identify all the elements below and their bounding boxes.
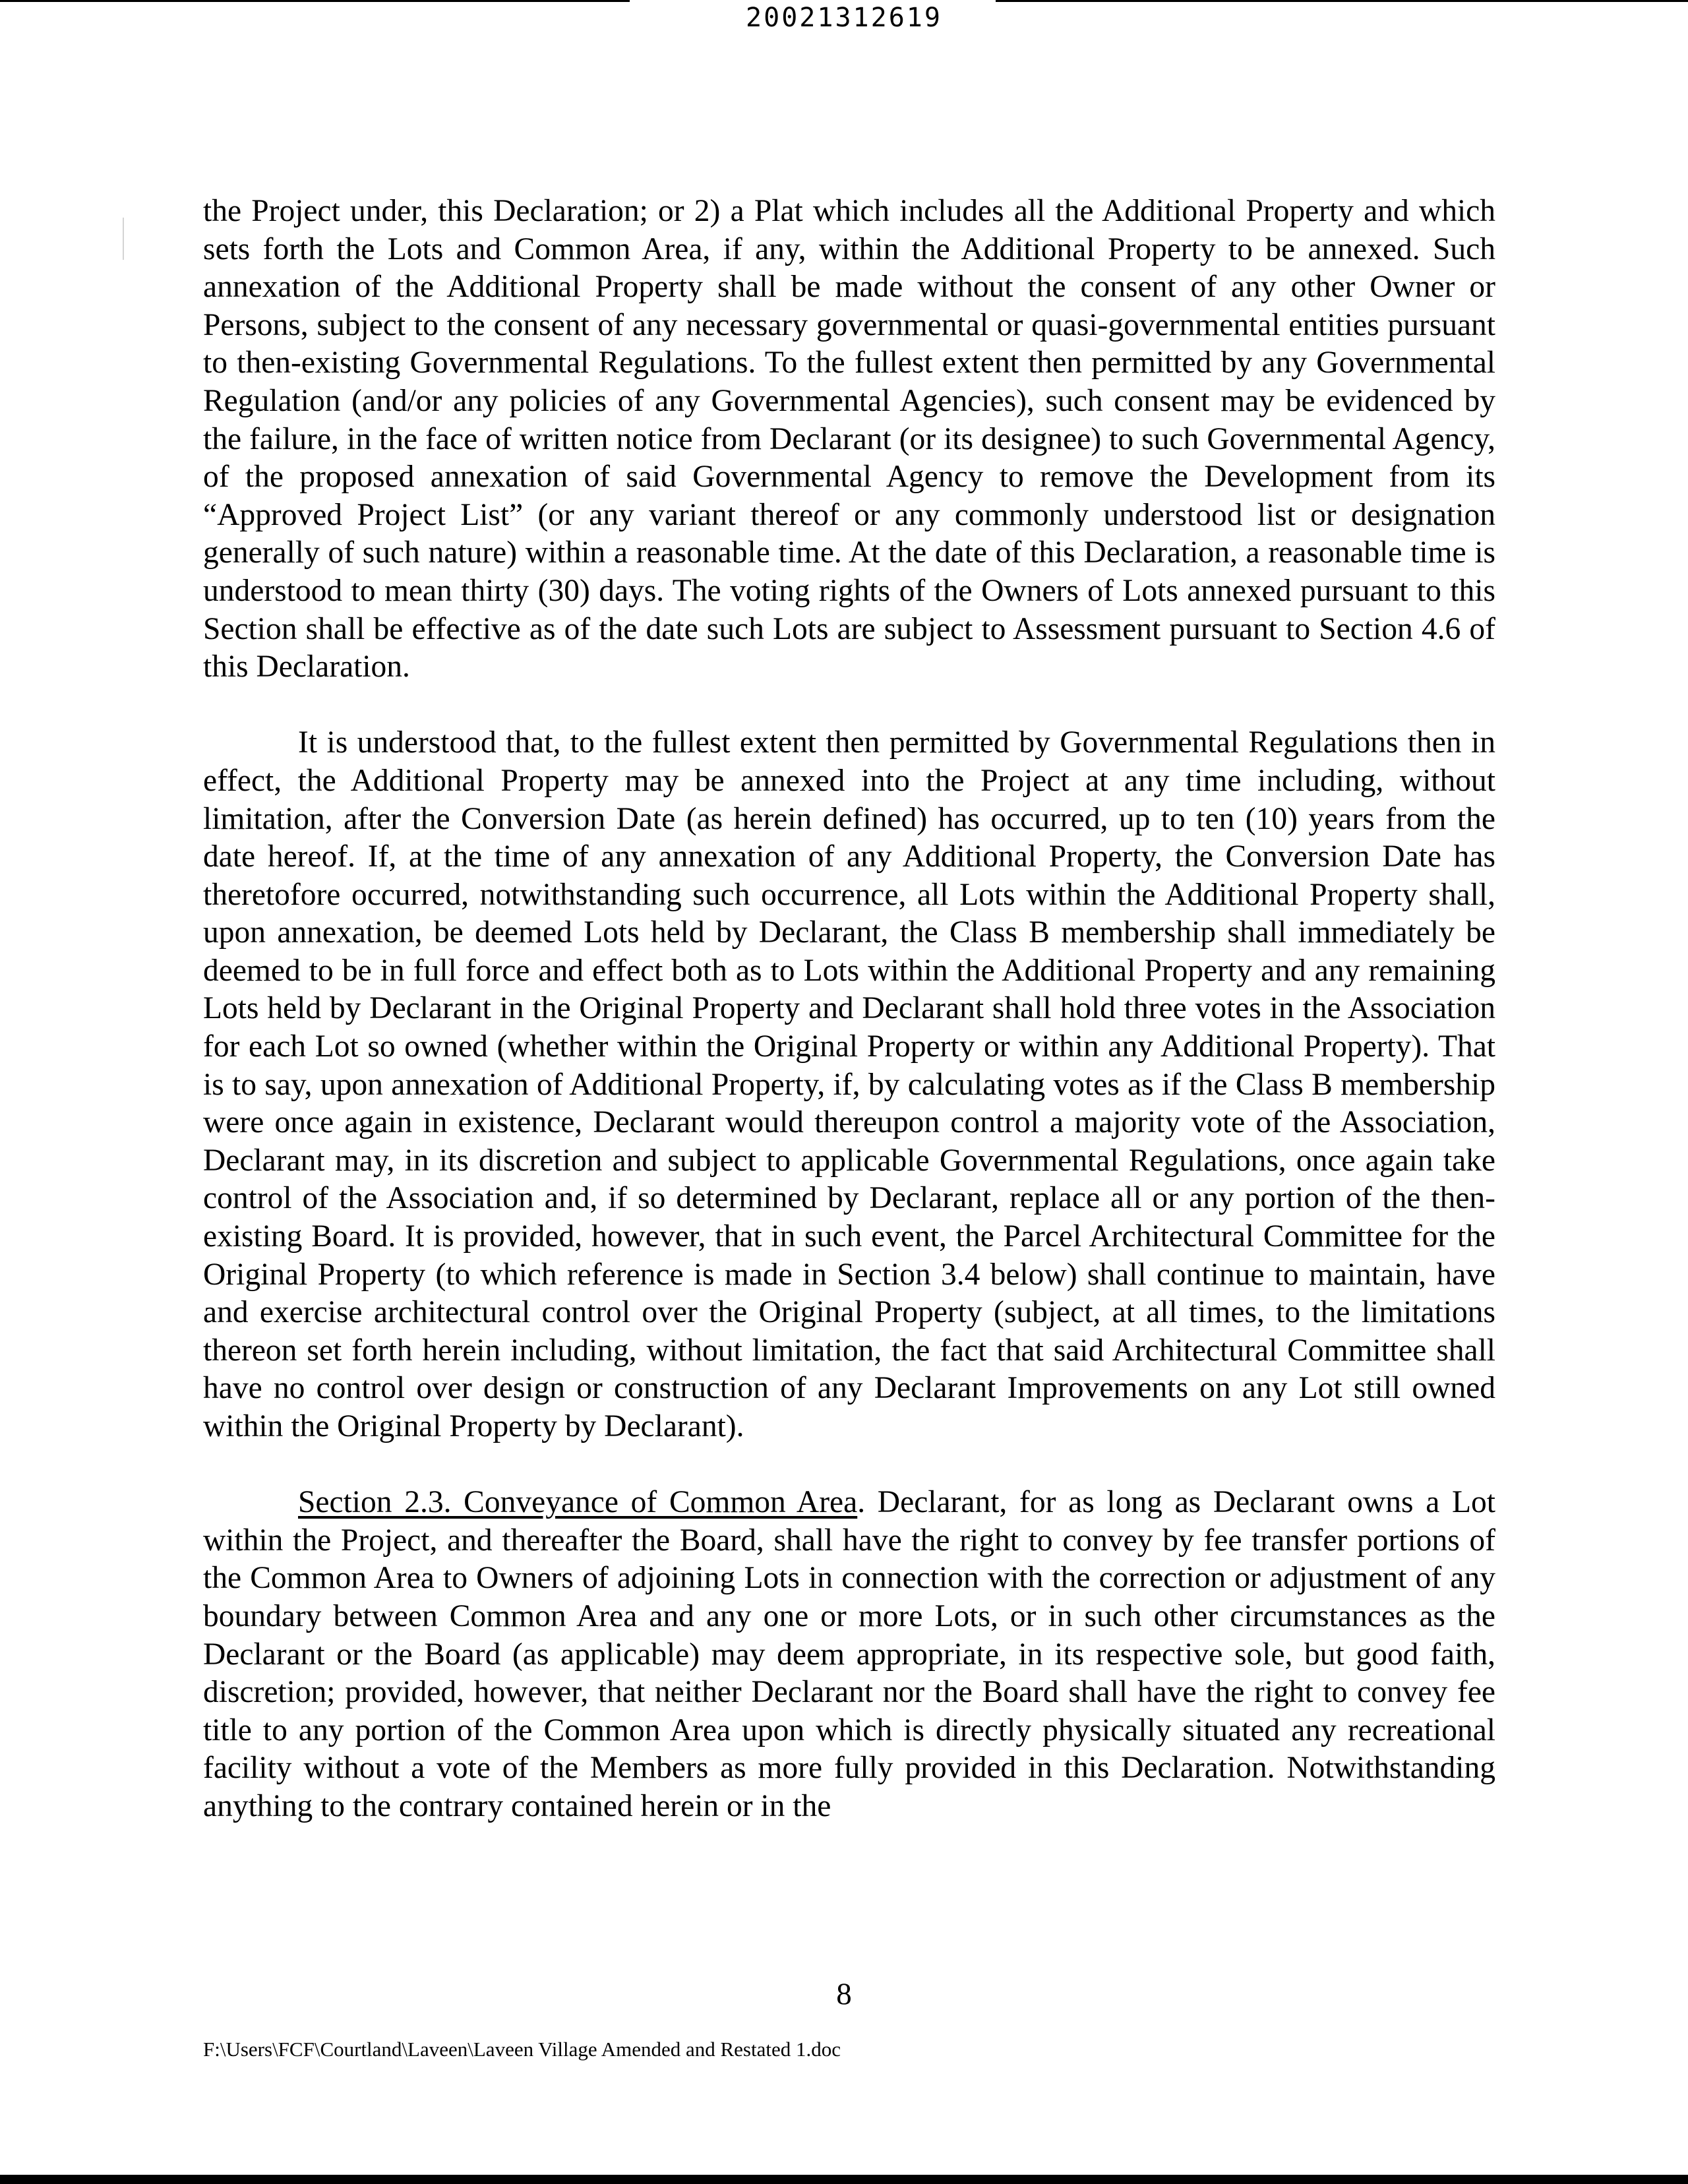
document-body <box>203 193 1495 1826</box>
paragraph-spacer <box>203 1446 1495 1484</box>
section-2-3-text: Declarant, for as long as Declarant owns a Lot within the Project, and thereafter the Board, shall have the right to convey by fee transfer portions of the Common Area to Owners of adjoining Lots in connection with the correction or adjustment of any boundary between Common Area and any one or more Lots, or in such other circumstances as the Declarant or the Board (as applicable) may deem appropriate, in its respective sole, but good faith, discretion; provided, however, that neither Declarant nor the Board shall have the right to convey fee title to any portion of the Common Area upon which is directly physically situated any recreational facility without a vote of the Members as more fully provided in this Declaration. Notwithstanding anything to the contrary contained herein or in the <box>203 1485 1495 1823</box>
section-2-3-heading: Section 2.3. Conveyance of Common Area <box>298 1485 858 1520</box>
bottom-border <box>0 2175 1688 2184</box>
section-2-3-paragraph <box>203 1484 1495 1825</box>
paragraph-spacer <box>203 686 1495 725</box>
file-path: F:\Users\FCF\Courtland\Laveen\Laveen Village Amended and Restated 1.doc <box>203 2038 841 2061</box>
page-number: 8 <box>836 1977 852 2011</box>
paragraph-additional-property: It is understood that, to the fullest extent then permitted by Governmental Regulations then in effect, the Additional Property may be annexed into the Project at any time including, without limitation, after the Conversion Date (as herein defined) has occurred, up to ten (10) years from the date hereof. If, at the time of any annexation of any Additional Property, the Conversion Date has theretofore occurred, notwithstanding such occurrence, all Lots within the Additional Property shall, upon annexation, be deemed Lots held by Declarant, the Class B membership shall immediately be deemed to be in full force and effect both as to Lots within the Additional Property and any remaining Lots held by Declarant in the Original Property and Declarant shall hold three votes in the Association for each Lot so owned (whether within the Original Property or within any Additional Property). That is to say, upon annexation of Additional Property, if, by calculating votes as if the Class B membership were once again in existence, Declarant would thereupon control a majority vote of the Association, Declarant may, in its discretion and subject to applicable Governmental Regulations, once again take control of the Association and, if so determined by Declarant, replace all or any portion of the then-existing Board. It is provided, however, that in such event, the Parcel Architectural Committee for the Original Property (to which reference is made in Section 3.4 below) shall continue to maintain, have and exercise architectural control over the Original Property (subject, at all times, to the limitations thereon set forth herein including, without limitation, the fact that said Architectural Committee shall have no control over design or construction of any Declarant Improvements on any Lot still owned within the Original Property by Declarant). <box>203 725 1495 1443</box>
document-number: 20021312619 <box>746 3 942 33</box>
section-2-3-heading-period: . <box>857 1485 866 1520</box>
scan-artifact-mark <box>123 218 124 260</box>
paragraph-annexation: the Project under, this Declaration; or 2) a Plat which includes all the Additional Property and which sets forth the Lots and Common Area, if any, within the Additional Property to be annexed. Such annexation of the Additional Property shall be made without the consent of any other Owner or Persons, subject to the consent of any necessary governmental or quasi-governmental entities pursuant to then-existing Governmental Regulations. To the fullest extent then permitted by any Governmental Regulation (and/or any policies of any Governmental Agencies), such consent may be evidenced by the failure, in the face of written notice from Declarant (or its designee) to such Governmental Agency, of the proposed annexation of said Governmental Agency to remove the Development from its “Approved Project List” (or any variant thereof or any commonly understood list or designation generally of such nature) within a reasonable time. At the date of this Declaration, a reasonable time is understood to mean thirty (30) days. The voting rights of the Owners of Lots annexed pursuant to this Section shall be effective as of the date such Lots are subject to Assessment pursuant to Section 4.6 of this Declaration. <box>203 194 1495 684</box>
